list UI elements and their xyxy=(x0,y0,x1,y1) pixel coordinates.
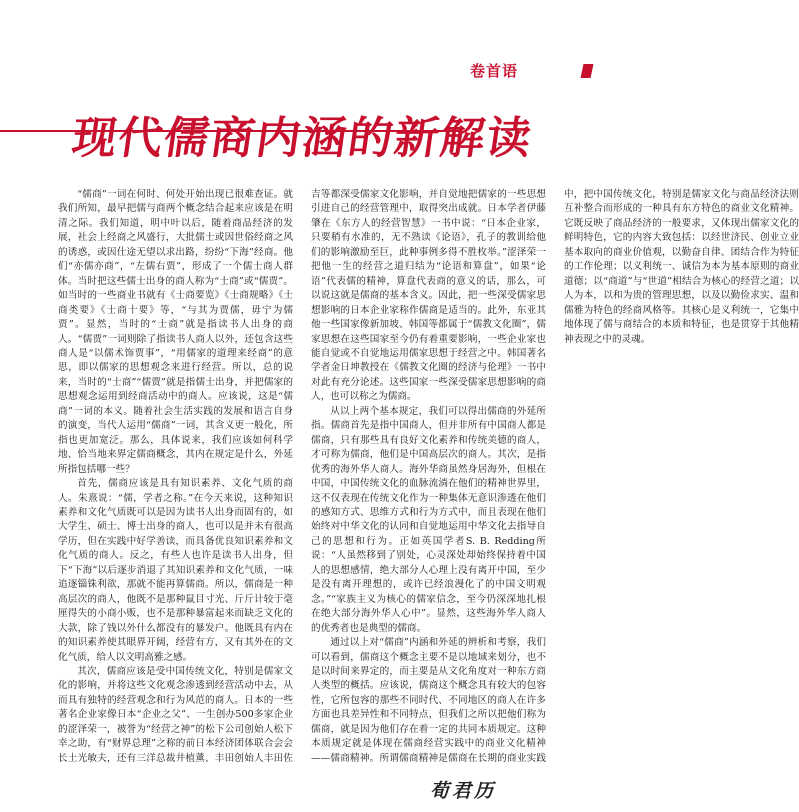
article-body xyxy=(58,188,799,768)
column-label: 卷首语 xyxy=(452,60,534,82)
author-signature: 荀君历 xyxy=(430,780,497,802)
paragraph: 通过以上对“儒商”内涵和外延的辨析和考察，我们可以看到，儒商这个概念主要不是以地域来划分，也不是以时间来界定的，而主要是从文化角度对一种东方商人类型的概括。应该说，儒商这个概念具有较大的包容性，它所包容的那些不同时代、不同地区的商人在许多方面也具差异性和不同特点，但我们之所以把他们称为儒商，就是因为他们存在着一定的共同本质规定。这种本质规定就是体现在儒商经营实践中的商业文化精神——儒商精神。所谓儒商精神是儒商在长期的商业实践中，把中国传统文化，特别是儒家文化与商品经济法则互补整合而形成的一种具有东方特色的商业文化精神。它既反映了商品经济的一般要求，又体现出儒家文化的鲜明特色，它的内容大致包括：以经世济民、创业立业基本取向的商业价值观，以勤奋自律、团结合作为特征的工作伦理；以义利统一、诚信为本为基本原则的商业道德；以“商道”与“世道”相结合为核心的经营之道；以人为本，以和为贵的管理思想，以及以勤俭求实、温和儒雅为特色的经商风格等。其核心是义利统一，它集中地体现了儒与商结合的本质和特征，也是贯穿于其他精神表现之中的灵魂。 xyxy=(311,189,799,764)
paragraph: “儒商”一词在何时、何处开始出现已很难查证。就我们所知，最早把儒与商两个概念结合起来应该是在明清之际。我们知道，明中叶以后，随着商品经济的发展，社会上经商之风盛行，大批儒士或因世俗经商之风的诱惑，或因仕途无望以求出路，纷纷“下海”经商。他们“亦儒亦商”，“左儒右贾”，形成了一个儒士商人群体。当时把这些儒士出身的商人称为“士商”或“儒贾”。如当时的一些商业书就有《士商要览》《士商规略》《士商类要》《士商十要》等，“与其为贾儒，毋宁为儒贾”。显然，当时的“士商”就是指读书人出身的商人。“儒贾”一词则除了指读书人商人以外，还包含这些商人是“以儒术饰贾事”，“用儒家的道理来经商”的意思，即以儒家的思想观念来进行经营。所以，总的说来，当时的“士商”“儒贾”就是指儒士出身，并把儒家的思想观念运用到经商活动中的商人。应该说，这是“儒商”一词的本义。随着社会生活实践的发展和语言自身的演变，当代人运用“儒商”一词，其含义更一般化，所指也更加宽泛。那么，具体说来，我们应该如何科学地、恰当地来界定儒商概念，其内在规定是什么，外延所指包括哪一些？ xyxy=(58,189,293,475)
paragraph: 首先，儒商应该是具有知识素养、文化气质的商人。朱熹说：“儒，学者之称。”在今天来说，这种知识素养和文化气质既可以是因为读书人出身而固有的，如大学生、硕士、博士出身的商人，也可以是并未有很高学历，但在实践中好学善读，而具备优良知识素养和文化气质的商人。反之，有些人也许是读书人出身，但下“下海”以后逐步消退了其知识素养和文化气质，一味追逐锱铢利欲，那就不能再算儒商。所以，儒商是一种高层次的商人，他既不是那种鼠目寸光、斤斤计较于毫厘得失的小商小贩，也不是那种暴富起来而缺乏文化的大款，除了钱以外什么都没有的暴发户。他既具有内在的知识素养使其眼界开阔，经营有方，又有其外在的文化气质，给人以文明高雅之感。 xyxy=(58,478,293,663)
article-title: 现代儒商内涵的新解读 xyxy=(68,113,537,164)
paragraph: 从以上两个基本规定，我们可以得出儒商的外延所指。儒商首先是指中国商人，但并非所有中国商人都是儒商，只有那些具有良好文化素养和传统美德的商人，才可称为儒商，他们是中国高层次的商人。其次，是指优秀的海外华人商人。海外华商虽然身居海外，但根在中国，中国传统文化的血脉流淌在他们的精神世界里，这不仅表现在传统文化作为一种集体无意识渗透在他们的感知方式、思维方式和行为方式中，而且表现在他们始终对中华文化的认同和自觉地运用中华文化去指导自己的思想和行为。正如英国学者S. B. Redding所说：“人虽然移到了别处，心灵深处却始终保持着中国人的思想感情，绝大部分人心理上没有离开中国，至少是没有离开理想的，或许已经浪漫化了的中国文明观念。”“家族主义为核心的儒家信念，至今仍深深地扎根在绝大部分海外华人心中”。显然，这些海外华人商人的优秀者也是典型的儒商。 xyxy=(311,405,546,634)
paragraph: 其次，儒商应该是受中国传统文化，特别是儒家文化的影响，并将这些文化观念渗透到经营活动中去，从而具有独特的经营观念和行为风范的商人。日本的一些著名企业家像日本“企业之父”、一生创办500多家企业的涩泽荣一，被誉为“经营之神”的松下公司创始人松下幸之助，有“财界总理”之称的前日本经济团体联合会会长土光敏夫，还有三洋总裁井植薰、丰田创始人丰田佐吉等都深受儒家文化影响，并自觉地把儒家的一些思想引进自己的经营管理中，取得突出成就。日本学者伊藤肇在《东方人的经营智慧》一书中说：“日本企业家，只要稍有水准的，无不熟读《论语》，孔子的教训给他们的影响激励至巨，此种事例多得不胜枚举。”涩泽荣一把他一生的经营之道归结为“论语和算盘”，如果“论语”代表儒的精神，算盘代表商的意义的话，那么，可以说这就是儒商的基本含义。因此，把一些深受儒家思想影响的日本企业家称作儒商是适当的。此外，东亚其他一些国家像新加坡、韩国等都属于“儒教文化圈”，儒家思想在这些国家至今仍有着重要影响，一些企业家也能自觉或不自觉地运用儒家思想于经营之中。韩国著名学者金日坤教授在《儒教文化圈的经济与伦理》一书中对此有充分论述。这些国家一些深受儒家思想影响的商人，也可以称之为儒商。 xyxy=(58,189,546,764)
